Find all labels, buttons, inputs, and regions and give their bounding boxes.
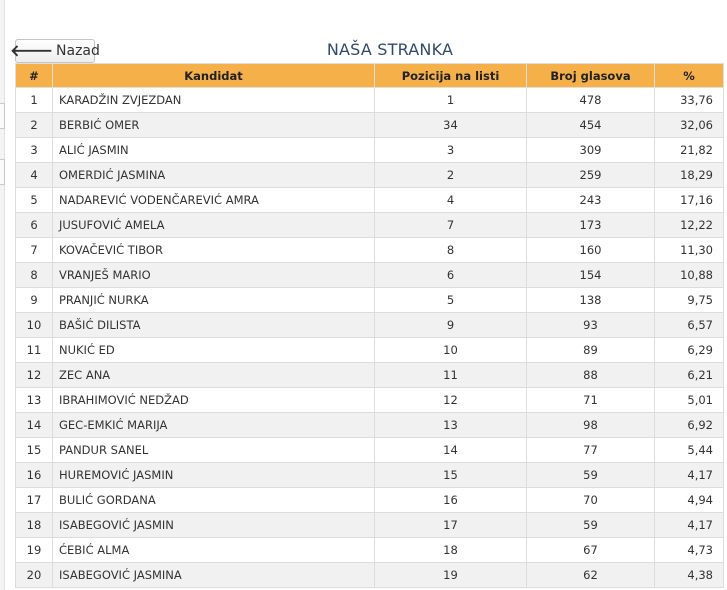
cell-list-position: 2 bbox=[375, 163, 527, 188]
cell-percent: 32,06 bbox=[655, 113, 724, 138]
table-row bbox=[16, 463, 724, 488]
cell-candidate-name: BAŠIĆ DILISTA bbox=[53, 313, 375, 338]
table-row bbox=[16, 488, 724, 513]
cell-rank: 5 bbox=[16, 188, 53, 213]
back-button-label: Nazad bbox=[56, 43, 100, 59]
cell-list-position: 14 bbox=[375, 438, 527, 463]
cell-votes: 98 bbox=[527, 413, 655, 438]
table-header-row bbox=[16, 64, 724, 88]
cell-percent: 6,92 bbox=[655, 413, 724, 438]
cell-candidate-name: GEC-EMKIĆ MARIJA bbox=[53, 413, 375, 438]
table-row bbox=[16, 163, 724, 188]
results-table bbox=[15, 63, 724, 588]
table-row bbox=[16, 213, 724, 238]
sidebar-collapsed-tab[interactable] bbox=[0, 103, 5, 129]
cell-percent: 33,76 bbox=[655, 88, 724, 113]
column-header-candidate[interactable]: Kandidat bbox=[53, 64, 375, 88]
cell-rank: 11 bbox=[16, 338, 53, 363]
cell-percent: 21,82 bbox=[655, 138, 724, 163]
cell-candidate-name: IBRAHIMOVIĆ NEDŽAD bbox=[53, 388, 375, 413]
cell-candidate-name: ZEC ANA bbox=[53, 363, 375, 388]
cell-votes: 454 bbox=[527, 113, 655, 138]
cell-rank: 10 bbox=[16, 313, 53, 338]
cell-rank: 16 bbox=[16, 463, 53, 488]
cell-votes: 173 bbox=[527, 213, 655, 238]
table-row bbox=[16, 138, 724, 163]
cell-list-position: 4 bbox=[375, 188, 527, 213]
table-row bbox=[16, 188, 724, 213]
cell-rank: 13 bbox=[16, 388, 53, 413]
cell-list-position: 9 bbox=[375, 313, 527, 338]
cell-list-position: 5 bbox=[375, 288, 527, 313]
cell-percent: 4,94 bbox=[655, 488, 724, 513]
cell-list-position: 10 bbox=[375, 338, 527, 363]
cell-votes: 59 bbox=[527, 463, 655, 488]
cell-list-position: 17 bbox=[375, 513, 527, 538]
cell-list-position: 1 bbox=[375, 88, 527, 113]
cell-votes: 77 bbox=[527, 438, 655, 463]
page-title: NAŠA STRANKA bbox=[326, 40, 454, 59]
arrow-left-icon: 🡐 bbox=[10, 41, 54, 60]
cell-candidate-name: ALIĆ JASMIN bbox=[53, 138, 375, 163]
cell-rank: 15 bbox=[16, 438, 53, 463]
cell-percent: 4,17 bbox=[655, 463, 724, 488]
cell-votes: 478 bbox=[527, 88, 655, 113]
cell-votes: 67 bbox=[527, 538, 655, 563]
cell-percent: 9,75 bbox=[655, 288, 724, 313]
cell-list-position: 18 bbox=[375, 538, 527, 563]
table-row bbox=[16, 263, 724, 288]
cell-list-position: 34 bbox=[375, 113, 527, 138]
cell-percent: 5,44 bbox=[655, 438, 724, 463]
cell-list-position: 3 bbox=[375, 138, 527, 163]
cell-list-position: 12 bbox=[375, 388, 527, 413]
cell-percent: 6,21 bbox=[655, 363, 724, 388]
cell-percent: 12,22 bbox=[655, 213, 724, 238]
cell-votes: 70 bbox=[527, 488, 655, 513]
column-header-votes[interactable]: Broj glasova bbox=[527, 64, 655, 88]
cell-votes: 59 bbox=[527, 513, 655, 538]
cell-rank: 6 bbox=[16, 213, 53, 238]
cell-rank: 14 bbox=[16, 413, 53, 438]
cell-rank: 8 bbox=[16, 263, 53, 288]
cell-votes: 88 bbox=[527, 363, 655, 388]
cell-list-position: 8 bbox=[375, 238, 527, 263]
cell-rank: 9 bbox=[16, 288, 53, 313]
table-row bbox=[16, 388, 724, 413]
cell-candidate-name: JUSUFOVIĆ AMELA bbox=[53, 213, 375, 238]
cell-votes: 243 bbox=[527, 188, 655, 213]
table-row bbox=[16, 513, 724, 538]
table-row bbox=[16, 538, 724, 563]
column-header-rank[interactable]: # bbox=[16, 64, 53, 88]
cell-candidate-name: KARADŽIN ZVJEZDAN bbox=[53, 88, 375, 113]
sidebar-edge bbox=[0, 0, 5, 590]
cell-percent: 6,29 bbox=[655, 338, 724, 363]
cell-percent: 11,30 bbox=[655, 238, 724, 263]
cell-list-position: 11 bbox=[375, 363, 527, 388]
cell-rank: 17 bbox=[16, 488, 53, 513]
table-row bbox=[16, 238, 724, 263]
cell-candidate-name: NADAREVIĆ VODENČAREVIĆ AMRA bbox=[53, 188, 375, 213]
cell-percent: 4,38 bbox=[655, 563, 724, 588]
table-row bbox=[16, 338, 724, 363]
cell-rank: 7 bbox=[16, 238, 53, 263]
cell-candidate-name: BERBIĆ OMER bbox=[53, 113, 375, 138]
cell-votes: 160 bbox=[527, 238, 655, 263]
column-header-percent[interactable]: % bbox=[655, 64, 724, 88]
cell-percent: 4,73 bbox=[655, 538, 724, 563]
cell-candidate-name: KOVAČEVIĆ TIBOR bbox=[53, 238, 375, 263]
table-row bbox=[16, 313, 724, 338]
table-row bbox=[16, 288, 724, 313]
cell-list-position: 6 bbox=[375, 263, 527, 288]
cell-votes: 71 bbox=[527, 388, 655, 413]
sidebar-collapsed-tab[interactable] bbox=[0, 159, 5, 185]
table-row bbox=[16, 413, 724, 438]
cell-candidate-name: PANDUR SANEL bbox=[53, 438, 375, 463]
cell-votes: 62 bbox=[527, 563, 655, 588]
table-row bbox=[16, 113, 724, 138]
cell-percent: 17,16 bbox=[655, 188, 724, 213]
cell-rank: 18 bbox=[16, 513, 53, 538]
cell-list-position: 16 bbox=[375, 488, 527, 513]
cell-votes: 309 bbox=[527, 138, 655, 163]
cell-candidate-name: NUKIĆ ED bbox=[53, 338, 375, 363]
cell-rank: 2 bbox=[16, 113, 53, 138]
cell-list-position: 7 bbox=[375, 213, 527, 238]
cell-candidate-name: HUREMOVIĆ JASMIN bbox=[53, 463, 375, 488]
cell-list-position: 13 bbox=[375, 413, 527, 438]
cell-candidate-name: VRANJEŠ MARIO bbox=[53, 263, 375, 288]
cell-list-position: 19 bbox=[375, 563, 527, 588]
cell-percent: 18,29 bbox=[655, 163, 724, 188]
table-row bbox=[16, 438, 724, 463]
cell-candidate-name: ISABEGOVIĆ JASMIN bbox=[53, 513, 375, 538]
cell-percent: 5,01 bbox=[655, 388, 724, 413]
cell-rank: 1 bbox=[16, 88, 53, 113]
cell-rank: 12 bbox=[16, 363, 53, 388]
cell-votes: 259 bbox=[527, 163, 655, 188]
cell-votes: 138 bbox=[527, 288, 655, 313]
cell-candidate-name: ISABEGOVIĆ JASMINA bbox=[53, 563, 375, 588]
cell-votes: 93 bbox=[527, 313, 655, 338]
cell-rank: 20 bbox=[16, 563, 53, 588]
cell-candidate-name: ĆEBIĆ ALMA bbox=[53, 538, 375, 563]
cell-rank: 4 bbox=[16, 163, 53, 188]
cell-candidate-name: BULIĆ GORDANA bbox=[53, 488, 375, 513]
cell-rank: 3 bbox=[16, 138, 53, 163]
cell-percent: 6,57 bbox=[655, 313, 724, 338]
cell-candidate-name: PRANJIĆ NURKA bbox=[53, 288, 375, 313]
table-row bbox=[16, 363, 724, 388]
column-header-list-position[interactable]: Pozicija na listi bbox=[375, 64, 527, 88]
cell-list-position: 15 bbox=[375, 463, 527, 488]
table-row bbox=[16, 88, 724, 113]
cell-votes: 89 bbox=[527, 338, 655, 363]
cell-percent: 4,17 bbox=[655, 513, 724, 538]
cell-candidate-name: OMERDIĆ JASMINA bbox=[53, 163, 375, 188]
table-row bbox=[16, 563, 724, 588]
cell-votes: 154 bbox=[527, 263, 655, 288]
cell-percent: 10,88 bbox=[655, 263, 724, 288]
cell-rank: 19 bbox=[16, 538, 53, 563]
